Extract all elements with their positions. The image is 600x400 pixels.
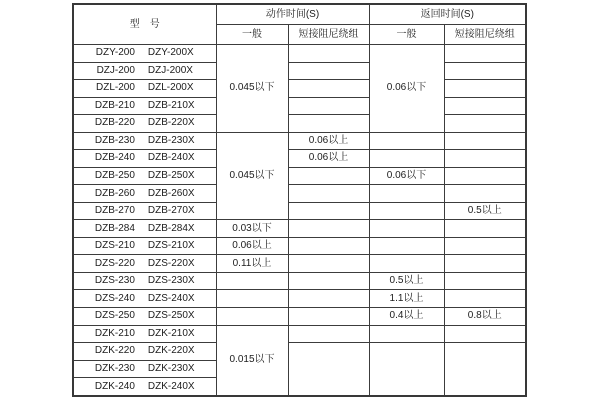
model-name-left: DZS-240 [94, 292, 135, 304]
empty-cell [288, 237, 369, 255]
model-cell [73, 45, 216, 63]
model-cell [73, 167, 216, 185]
model-cell [73, 272, 216, 290]
empty-cell [444, 80, 526, 98]
model-name-right: DZB-270X [147, 205, 195, 217]
empty-cell [369, 255, 444, 273]
model-name-left: DZJ-200 [96, 64, 135, 76]
model-name-left: DZB-260 [94, 187, 135, 199]
model-name-right: DZB-260X [147, 187, 195, 199]
relay-spec-table [72, 3, 527, 397]
table-row [73, 167, 526, 185]
empty-cell [369, 237, 444, 255]
empty-cell [444, 185, 526, 203]
model-name-left: DZK-220 [94, 345, 135, 357]
model-cell [73, 115, 216, 133]
empty-cell [216, 307, 288, 325]
model-name-left: DZB-270 [94, 205, 135, 217]
model-name-left: DZS-230 [94, 275, 135, 287]
table-row [73, 150, 526, 168]
empty-cell [444, 343, 526, 396]
empty-cell [288, 307, 369, 325]
empty-cell [288, 325, 369, 343]
model-name-right: DZK-240X [147, 380, 195, 392]
model-name-right: DZS-250X [147, 310, 195, 322]
empty-cell [288, 115, 369, 133]
model-name-left: DZL-200 [96, 82, 135, 94]
model-name-right: DZK-230X [147, 362, 195, 374]
model-name-right: DZS-220X [147, 257, 195, 269]
relay-spec-table-container [72, 3, 527, 397]
action-damping-value: 0.06以上 [288, 132, 369, 150]
header-action-time: 动作时间(S) [216, 4, 369, 25]
model-cell [73, 202, 216, 220]
action-general-value: 0.11以上 [216, 255, 288, 273]
model-name-right: DZK-210X [147, 327, 195, 339]
empty-cell [444, 290, 526, 308]
table-row [73, 132, 526, 150]
action-general-value: 0.06以上 [216, 237, 288, 255]
model-name-left: DZK-230 [94, 362, 135, 374]
table-row [73, 115, 526, 133]
empty-cell [444, 272, 526, 290]
empty-cell [369, 325, 444, 343]
table-row [73, 80, 526, 98]
empty-cell [444, 45, 526, 63]
empty-cell [369, 202, 444, 220]
empty-cell [288, 343, 369, 396]
empty-cell [369, 343, 444, 396]
empty-cell [288, 62, 369, 80]
table-row [73, 272, 526, 290]
table-row [73, 97, 526, 115]
empty-cell [444, 132, 526, 150]
table-row [73, 307, 526, 325]
model-name-right: DZB-210X [147, 99, 195, 111]
table-row [73, 237, 526, 255]
model-name-right: DZB-284X [147, 222, 195, 234]
empty-cell [369, 220, 444, 238]
model-cell [73, 307, 216, 325]
model-cell [73, 97, 216, 115]
subheader-action-damping: 短接阻尼绕组 [288, 25, 369, 45]
model-cell [73, 290, 216, 308]
model-name-left: DZK-240 [94, 380, 135, 392]
empty-cell [444, 97, 526, 115]
model-cell [73, 325, 216, 343]
empty-cell [444, 62, 526, 80]
model-name-left: DZB-220 [94, 117, 135, 129]
return-general-value: 0.5以上 [369, 272, 444, 290]
model-name-left: DZS-210 [94, 240, 135, 252]
return-general-value: 0.06以下 [369, 45, 444, 133]
model-name-left: DZB-240 [94, 152, 135, 164]
return-general-value: 0.4以上 [369, 307, 444, 325]
empty-cell [444, 167, 526, 185]
model-cell [73, 220, 216, 238]
subheader-return-damping: 短接阻尼绕组 [444, 25, 526, 45]
empty-cell [444, 150, 526, 168]
model-name-right: DZK-220X [147, 345, 195, 357]
model-cell [73, 255, 216, 273]
model-cell [73, 185, 216, 203]
return-general-value: 1.1以上 [369, 290, 444, 308]
table-row [73, 255, 526, 273]
table-row [73, 325, 526, 343]
empty-cell [444, 237, 526, 255]
action-general-value: 0.045以下 [216, 132, 288, 220]
model-name-right: DZL-200X [147, 82, 194, 94]
model-name-left: DZY-200 [95, 47, 135, 59]
model-name-right: DZB-220X [147, 117, 195, 129]
header-model: 型 号 [73, 4, 216, 45]
return-damping-value: 0.5以上 [444, 202, 526, 220]
empty-cell [288, 290, 369, 308]
empty-cell [288, 202, 369, 220]
empty-cell [288, 97, 369, 115]
model-name-left: DZK-210 [94, 327, 135, 339]
empty-cell [216, 290, 288, 308]
empty-cell [288, 185, 369, 203]
model-cell [73, 237, 216, 255]
empty-cell [288, 272, 369, 290]
action-general-value: 0.045以下 [216, 45, 288, 133]
empty-cell [288, 220, 369, 238]
model-name-right: DZB-240X [147, 152, 195, 164]
empty-cell [288, 255, 369, 273]
model-cell [73, 62, 216, 80]
action-general-value: 0.015以下 [216, 325, 288, 396]
model-cell [73, 150, 216, 168]
empty-cell [288, 45, 369, 63]
table-row [73, 62, 526, 80]
model-name-right: DZS-240X [147, 292, 195, 304]
model-cell [73, 132, 216, 150]
subheader-action-general: 一般 [216, 25, 288, 45]
model-cell [73, 378, 216, 396]
model-name-right: DZJ-200X [147, 64, 193, 76]
empty-cell [288, 80, 369, 98]
action-general-value: 0.03以下 [216, 220, 288, 238]
empty-cell [288, 167, 369, 185]
return-damping-value: 0.8以上 [444, 307, 526, 325]
table-row [73, 343, 526, 361]
model-cell [73, 343, 216, 361]
model-cell [73, 80, 216, 98]
empty-cell [216, 272, 288, 290]
model-name-right: DZS-230X [147, 275, 195, 287]
empty-cell [444, 255, 526, 273]
model-name-right: DZY-200X [147, 47, 194, 59]
model-name-right: DZB-230X [147, 134, 195, 146]
header-return-time: 返回时间(S) [369, 4, 526, 25]
table-row [73, 290, 526, 308]
subheader-return-general: 一般 [369, 25, 444, 45]
empty-cell [369, 132, 444, 150]
empty-cell [444, 325, 526, 343]
model-name-left: DZB-250 [94, 169, 135, 181]
model-name-right: DZS-210X [147, 240, 195, 252]
table-row [73, 220, 526, 238]
model-name-right: DZB-250X [147, 169, 195, 181]
model-cell [73, 360, 216, 378]
model-name-left: DZS-250 [94, 310, 135, 322]
empty-cell [444, 115, 526, 133]
model-name-left: DZB-284 [94, 222, 135, 234]
table-row [73, 45, 526, 63]
empty-cell [369, 185, 444, 203]
model-name-left: DZB-230 [94, 134, 135, 146]
action-damping-value: 0.06以上 [288, 150, 369, 168]
model-name-left: DZB-210 [94, 99, 135, 111]
empty-cell [369, 150, 444, 168]
table-row [73, 202, 526, 220]
return-general-value: 0.06以下 [369, 167, 444, 185]
empty-cell [444, 220, 526, 238]
table-row [73, 185, 526, 203]
model-name-left: DZS-220 [94, 257, 135, 269]
